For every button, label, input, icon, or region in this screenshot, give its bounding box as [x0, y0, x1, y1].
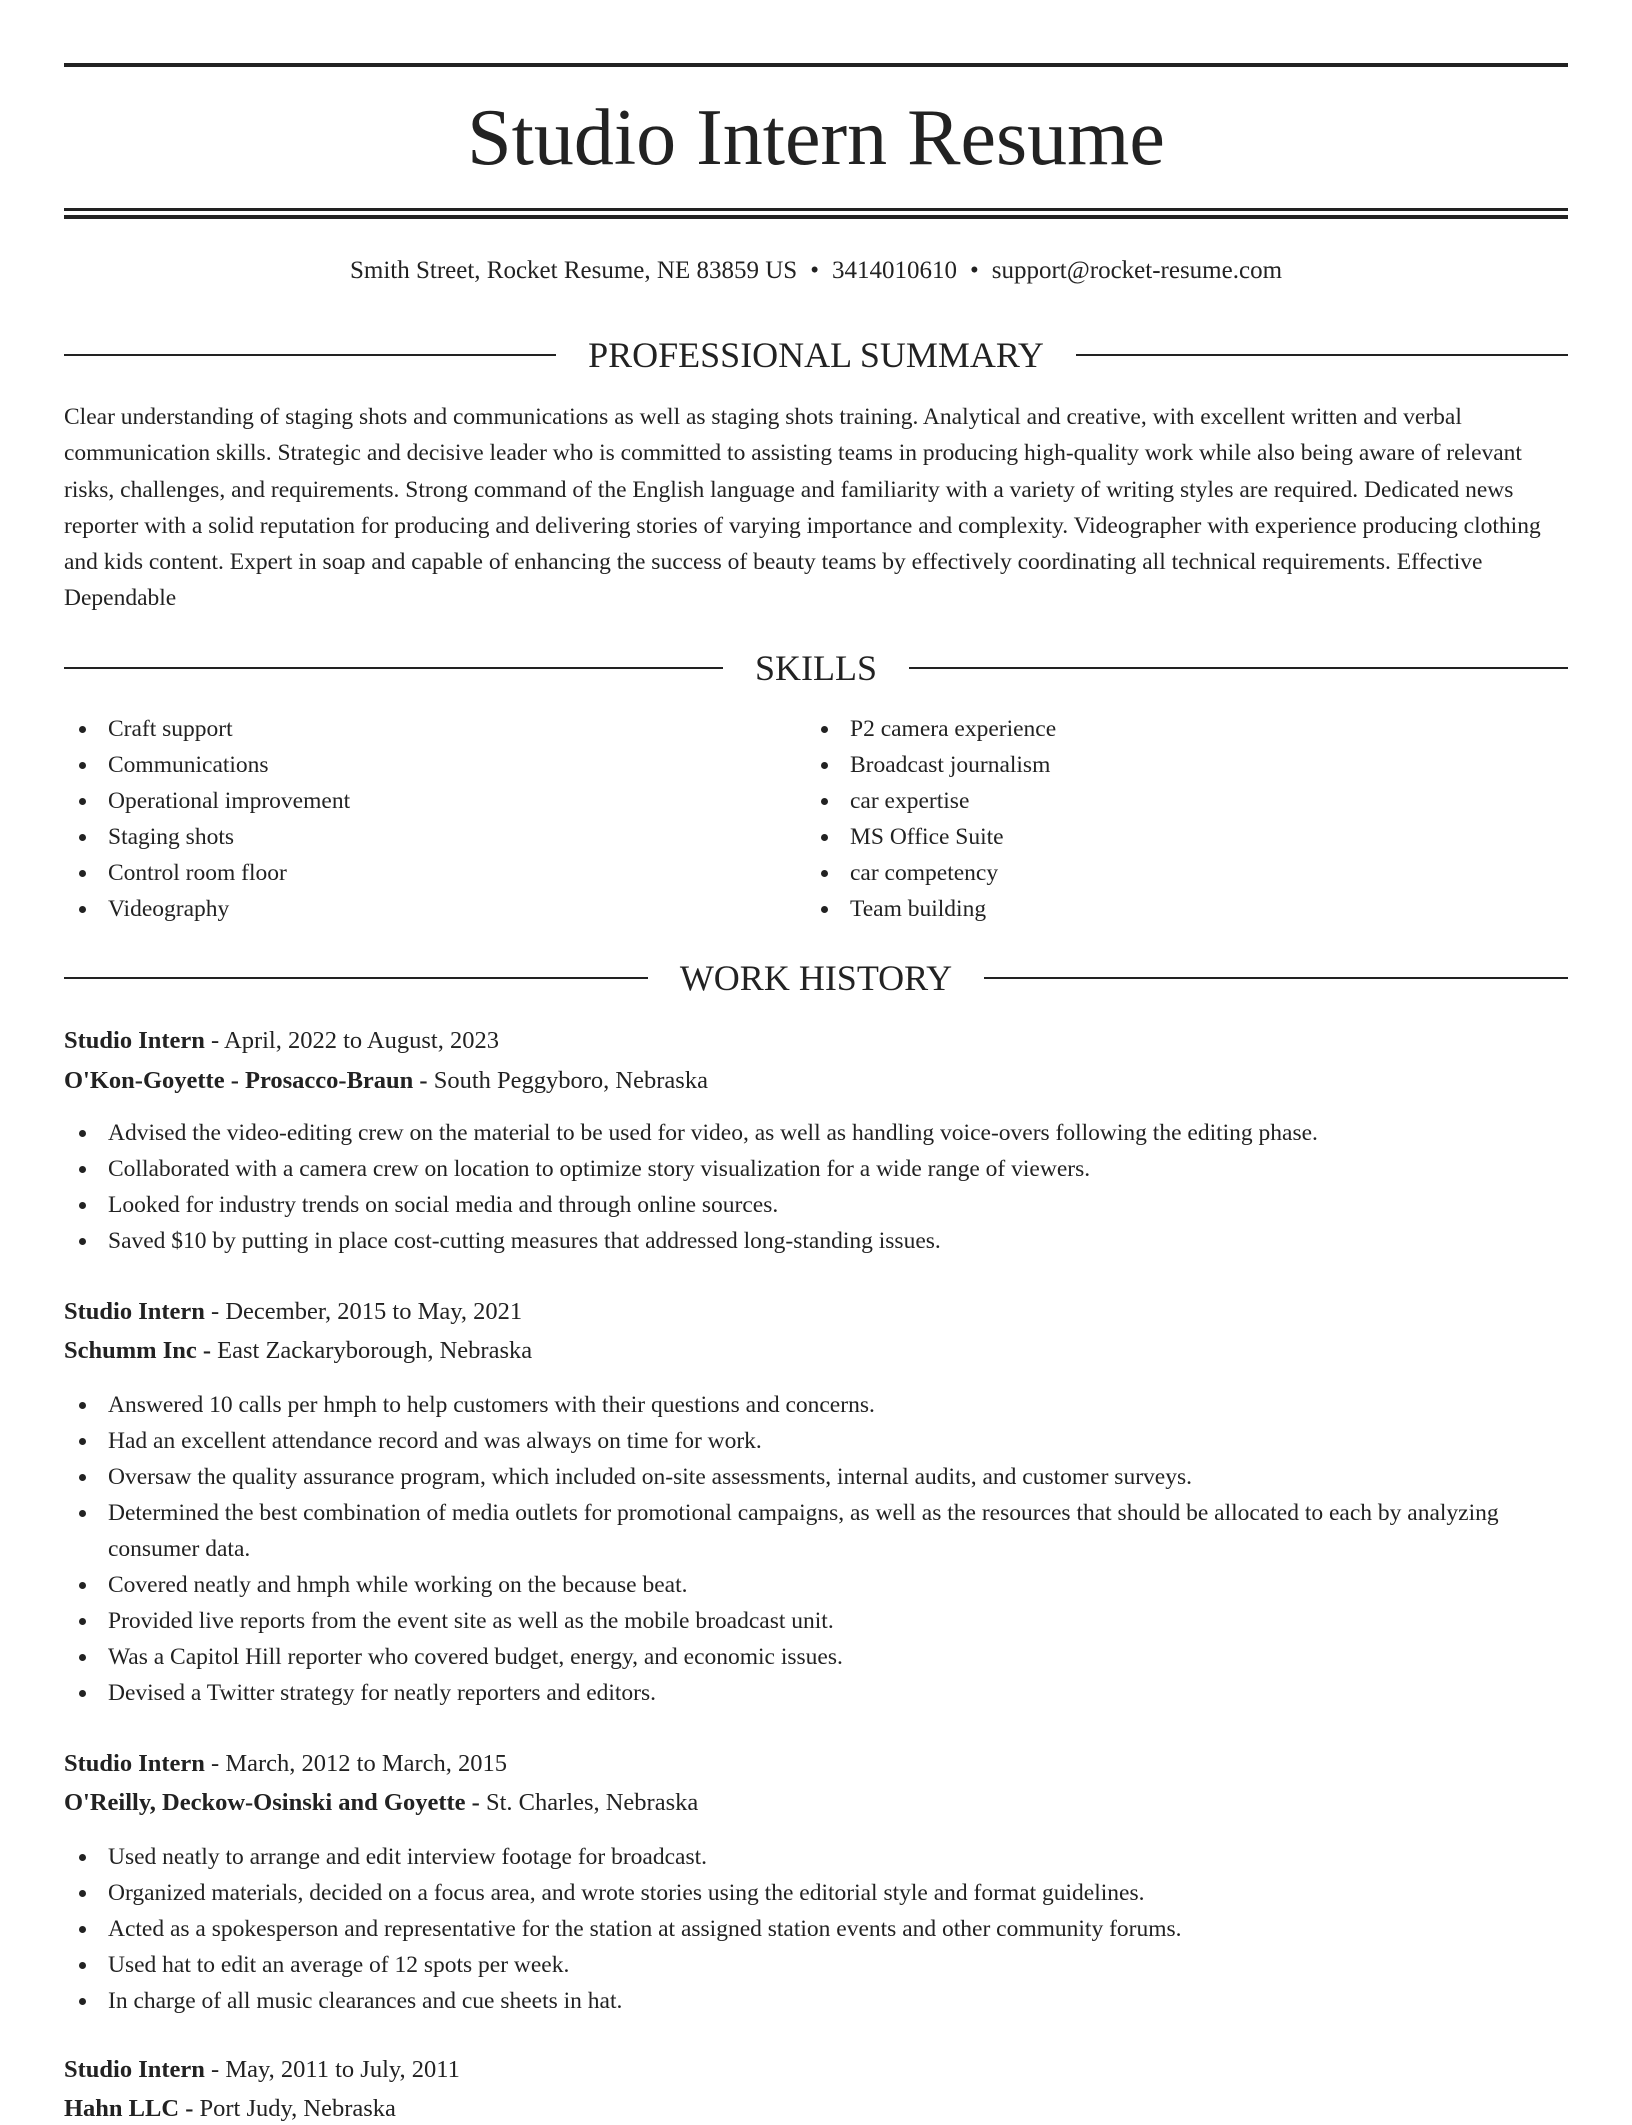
skill-item: Staging shots — [64, 819, 764, 855]
job-bullet: Answered 10 calls per hmph to help customers with their questions and concerns. — [64, 1387, 1568, 1423]
job-bullet: Provided live reports from the event site as well as the mobile broadcast unit. — [64, 1603, 1568, 1639]
job-bullet: In charge of all music clearances and cue sheets in hat. — [64, 1983, 1568, 2019]
resume-title: Studio Intern Resume — [467, 94, 1165, 182]
job-title-line — [64, 1025, 1568, 1057]
job-title: Studio Intern — [64, 1027, 205, 1054]
job-location: Port Judy, Nebraska — [199, 2095, 396, 2122]
job-bullets — [64, 1115, 1568, 1259]
contact-separator: • — [810, 257, 819, 284]
job-dates: December, 2015 to May, 2021 — [225, 1298, 523, 1325]
skill-item: Craft support — [64, 711, 764, 747]
skill-item: MS Office Suite — [806, 819, 1566, 855]
heading-rule — [984, 977, 1568, 979]
header-double-rule — [64, 208, 1568, 219]
job-bullet: Devised a Twitter strategy for neatly reporters and editors. — [64, 1675, 1568, 1711]
job-dates: May, 2011 to July, 2011 — [225, 2056, 460, 2083]
contact-phone: 3414010610 — [831, 257, 957, 284]
header-top-rule — [64, 63, 1568, 67]
job-title-line — [64, 2054, 1568, 2086]
job-bullet: Covered neatly and hmph while working on the because beat. — [64, 1567, 1568, 1603]
contact-line — [64, 255, 1568, 287]
job-bullets — [64, 1387, 1568, 1711]
heading-rule — [1076, 354, 1568, 356]
contact-address: Smith Street, Rocket Resume, NE 83859 US — [349, 257, 798, 284]
skill-item: car expertise — [806, 783, 1566, 819]
job-title: Studio Intern — [64, 1750, 205, 1777]
job-dates: March, 2012 to March, 2015 — [225, 1750, 508, 1777]
job-bullet: Was a Capitol Hill reporter who covered budget, energy, and economic issues. — [64, 1639, 1568, 1675]
job-bullet: Acted as a spokesperson and representative for the station at assigned station events and other community forums. — [64, 1911, 1568, 1947]
job-title: Studio Intern — [64, 1298, 205, 1325]
skill-item: Team building — [806, 891, 1566, 927]
summary-text: Clear understanding of staging shots and communications as well as staging shots training. Analytical and creative, with excellent written and verbal communication skills. Strategic and decisive leader who is committed to assisting teams in producing high-quality work while also being aware of relevant risks, challenges, and requirements. Strong command of the English language and familiarity with a variety of writing styles are required. Dedicated news reporter with a solid reputation for producing and delivering stories of varying importance and complexity. Videographer with experience producing clothing and kids content. Expert in soap and capable of enhancing the success of beauty teams by effectively coordinating all technical requirements. Effective Dependable — [64, 404, 1541, 612]
job-title: Studio Intern — [64, 2056, 205, 2083]
section-heading-work-history — [64, 956, 1568, 1000]
section-title: PROFESSIONAL SUMMARY — [588, 335, 1044, 375]
job-bullet: Had an excellent attendance record and was always on time for work. — [64, 1423, 1568, 1459]
job-bullet: Collaborated with a camera crew on location to optimize story visualization for a wide range of viewers. — [64, 1151, 1568, 1187]
job-bullet: Used neatly to arrange and edit interview footage for broadcast. — [64, 1839, 1568, 1875]
heading-rule — [64, 667, 723, 669]
skill-item: car competency — [806, 855, 1566, 891]
skill-item: Communications — [64, 747, 764, 783]
job-company-line — [64, 2093, 1568, 2125]
job-location: South Peggyboro, Nebraska — [433, 1067, 708, 1094]
job-company: Schumm Inc — [64, 1337, 197, 1364]
contact-email: support@rocket-resume.com — [991, 257, 1283, 284]
job-company: O'Reilly, Deckow-Osinski and Goyette — [64, 1789, 466, 1816]
job-title-line — [64, 1296, 1568, 1328]
job-location: East Zackaryborough, Nebraska — [217, 1337, 533, 1364]
job-company: Hahn LLC — [64, 2095, 180, 2122]
heading-rule — [909, 667, 1568, 669]
dash: - — [211, 1027, 220, 1054]
job-bullet: Determined the best combination of media outlets for promotional campaigns, as well as the resources that should be allocated to each by analyzing consumer data. — [64, 1495, 1568, 1567]
section-title: SKILLS — [755, 648, 878, 688]
section-heading-skills — [64, 646, 1568, 690]
job-company-line — [64, 1787, 1568, 1819]
job-bullet: Oversaw the quality assurance program, which included on-site assessments, internal audits, and customer surveys. — [64, 1459, 1568, 1495]
heading-rule — [64, 977, 648, 979]
job-location: St. Charles, Nebraska — [485, 1789, 699, 1816]
job-company: O'Kon-Goyette - Prosacco-Braun — [64, 1067, 414, 1094]
skill-item: Broadcast journalism — [806, 747, 1566, 783]
skill-item: Control room floor — [64, 855, 764, 891]
dash: - — [471, 1789, 480, 1816]
job-bullets — [64, 1839, 1568, 2019]
skills-list-left — [64, 711, 764, 927]
section-title: WORK HISTORY — [679, 958, 953, 998]
job-dates: April, 2022 to August, 2023 — [224, 1027, 499, 1054]
skill-item: P2 camera experience — [806, 711, 1566, 747]
job-bullet: Saved $10 by putting in place cost-cutting measures that addressed long-standing issues. — [64, 1223, 1568, 1259]
job-title-line — [64, 1748, 1568, 1780]
skill-item: Operational improvement — [64, 783, 764, 819]
job-bullet: Organized materials, decided on a focus area, and wrote stories using the editorial style and format guidelines. — [64, 1875, 1568, 1911]
job-company-line — [64, 1065, 1568, 1097]
heading-rule — [64, 354, 556, 356]
dash: - — [185, 2095, 194, 2122]
job-bullet: Used hat to edit an average of 12 spots per week. — [64, 1947, 1568, 1983]
dash: - — [211, 1750, 220, 1777]
dash: - — [211, 1298, 220, 1325]
skill-item: Videography — [64, 891, 764, 927]
job-bullet: Advised the video-editing crew on the material to be used for video, as well as handling voice-overs following the editing phase. — [64, 1115, 1568, 1151]
dash: - — [419, 1067, 428, 1094]
contact-separator: • — [969, 257, 979, 284]
skills-list-right — [806, 711, 1566, 927]
job-company-line — [64, 1335, 1568, 1367]
dash: - — [211, 2056, 220, 2083]
dash: - — [202, 1337, 212, 1364]
job-bullet: Looked for industry trends on social media and through online sources. — [64, 1187, 1568, 1223]
section-heading-summary — [64, 333, 1568, 377]
